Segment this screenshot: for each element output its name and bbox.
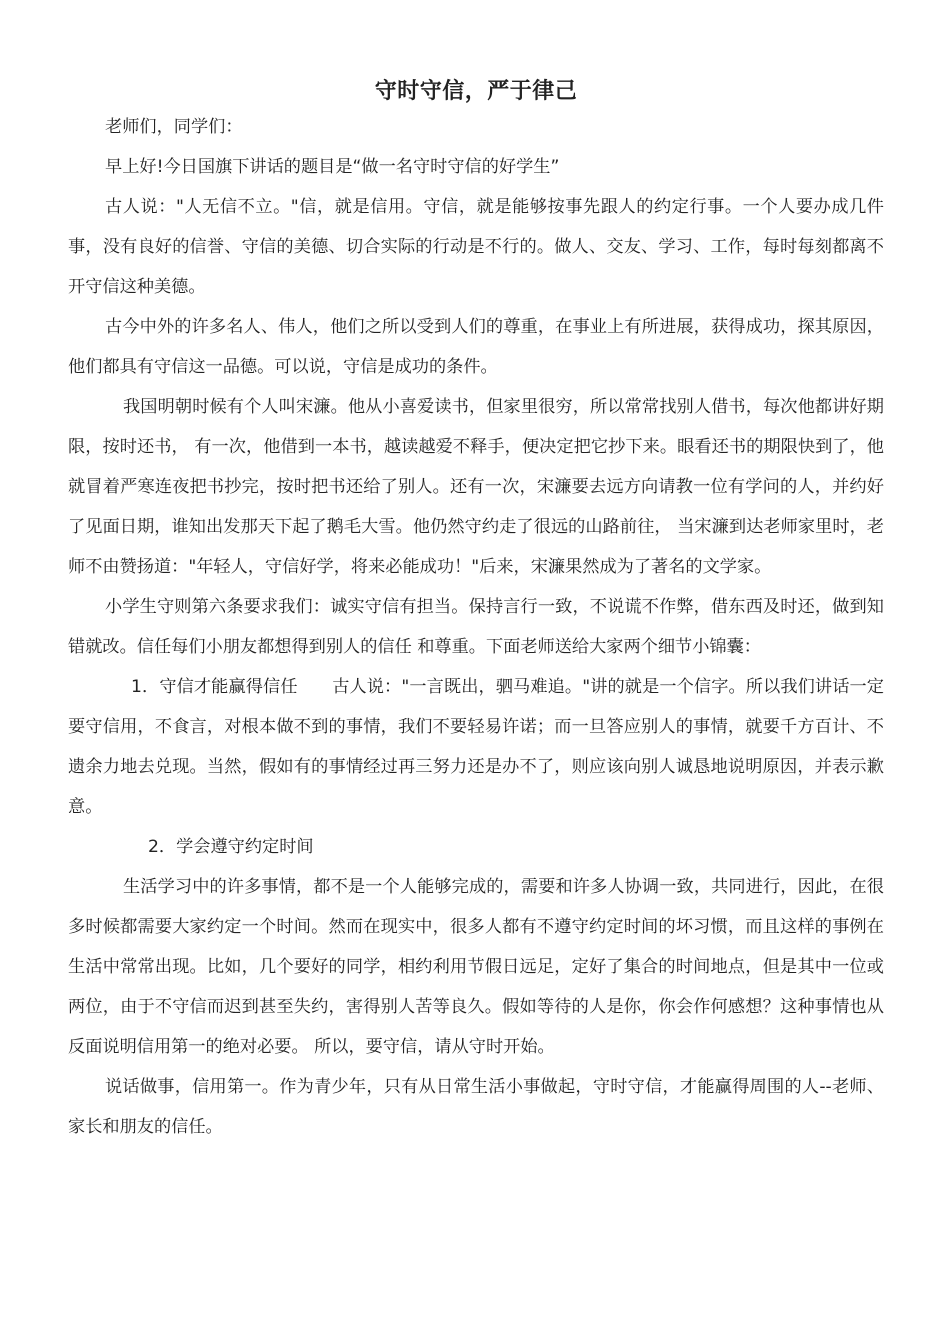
paragraph-tip-two-heading: 2．学会遵守约定时间: [148, 837, 314, 857]
paragraph-tip-two-body: 生活学习中的许多事情，都不是一个人能够完成的，需要和许多人协调一致，共同进行，因此，在很多时候都需要大家约定一个时间。然而在现实中，很多人都有不遵守约定时间的坏习惯，而且这样的事例在生活中常常出现。比如，几个要好的同学，相约利用节假日远足，定好了集合的时间地点，但是其中一位或两位，由于不守信而迟到甚至失约，害得别人苦等良久。假如等待的人是你，你会作何感想？这种事情也从反面说明信用第一的绝对必要。 所以，要守信，请从守时开始。: [68, 877, 884, 1057]
paragraph-famous-people: 古今中外的许多名人、伟人，他们之所以受到人们的尊重，在事业上有所进展，获得成功，探其原因，他们都具有守信这一品德。可以说，守信是成功的条件。: [68, 317, 884, 377]
paragraph-opening: 早上好!今日国旗下讲话的题目是“做一名守时守信的好学生”: [105, 157, 560, 177]
paragraph-tip-one: 1．守信才能赢得信任 古人说："一言既出，驷马难追。"讲的就是一个信字。所以我们讲话一定要守信用，不食言，对根本做不到的事情，我们不要轻易许诺；而一旦答应别人的事情，就要千方百计、不遗余力地去兑现。当然，假如有的事情经过再三努力还是办不了，则应该向别人诚恳地说明原因，并表示歉意。: [68, 677, 884, 817]
paragraph-greeting: 老师们，同学们：: [105, 117, 243, 137]
paragraph-school-rules: 小学生守则第六条要求我们：诚实守信有担当。保持言行一致，不说谎不作弊，借东西及时还，做到知错就改。信任每们小朋友都想得到别人的信任 和尊重。下面老师送给大家两个细节小锦囊：: [68, 597, 884, 657]
paragraph-song-lian-story: 我国明朝时候有个人叫宋濂。他从小喜爱读书，但家里很穷，所以常常找别人借书，每次他都讲好期限，按时还书， 有一次，他借到一本书，越读越爱不释手，便决定把它抄下来。眼看还书的期限快到了，他就冒着严寒连夜把书抄完，按时把书还给了别人。还有一次，宋濂要去远方向请教一位有学问的人，并约好了见面日期，谁知出发那天下起了鹅毛大雪。他仍然守约走了很远的山路前往， 当宋濂到达老师家里时，老师不由赞扬道："年轻人，守信好学，将来必能成功！"后来，宋濂果然成为了著名的文学家。: [68, 397, 884, 577]
paragraph-ancient-saying: 古人说："人无信不立。"信，就是信用。守信，就是能够按事先跟人的约定行事。一个人要办成几件事，没有良好的信誉、守信的美德、切合实际的行动是不行的。做人、交友、学习、工作，每时每刻都离不开守信这种美德。: [68, 197, 884, 297]
paragraph-conclusion: 说话做事，信用第一。作为青少年，只有从日常生活小事做起，守时守信，才能赢得周围的人--老师、家长和朋友的信任。: [68, 1077, 884, 1137]
document-title: 守时守信，严于律己: [374, 79, 578, 104]
